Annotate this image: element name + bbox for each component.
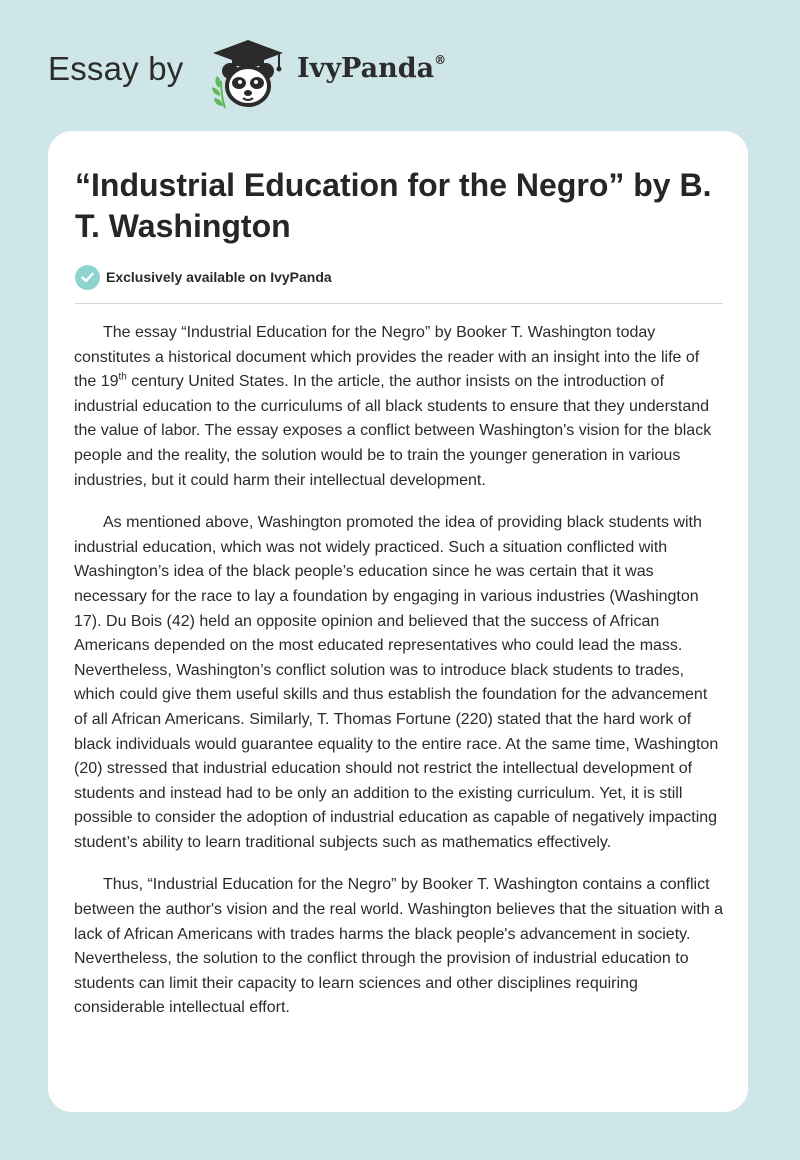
trademark-symbol: ® xyxy=(434,53,447,67)
exclusive-badge xyxy=(75,264,332,290)
panda-logo-icon xyxy=(203,36,293,112)
brand-name: IvyPanda® xyxy=(297,53,447,84)
essay-by-label: Essay by xyxy=(48,50,184,87)
check-icon xyxy=(75,265,100,290)
essay-title: “Industrial Education for the Negro” by B. T. Washington xyxy=(75,167,712,244)
essay-card xyxy=(48,131,748,1112)
ivypanda-logo[interactable] xyxy=(203,36,503,112)
divider xyxy=(75,303,723,304)
paragraph-3: Thus, “Industrial Education for the Negro” by Booker T. Washington contains a conflict between the author's vision and the real world. Washington believes that the situation with a lack of African Americans with trades harms the black people's advancement in society. Nevertheless, the solution to the conflict through the provision of industrial education to students can limit their capacity to learn sciences and other disciplines requiring considerable intellectual effort. xyxy=(74,876,724,1017)
paragraph-1: The essay “Industrial Education for the Negro” by Booker T. Washington today constitutes a historical document which provides the reader with an insight into the life of the 19th century United States. In the article, the author insists on the introduction of industrial education to the curriculums of all black students to ensure that they understand the value of labor. The essay exposes a conflict between Washington's vision for the black people and the reality, the solution would be to train the younger generation in various industries, but it could harm their intellectual development. xyxy=(74,324,712,489)
exclusive-label: Exclusively available on IvyPanda xyxy=(106,269,332,285)
site-header xyxy=(48,36,508,112)
essay-body xyxy=(74,321,724,1039)
paragraph-2: As mentioned above, Washington promoted the idea of providing black students with industrial education, which was not widely practiced. Such a situation conflicted with Washington’s idea of the black people’s education since he was certain that it was necessary for the race to lay a foundation by engaging in various industries (Washington 17). Du Bois (42) held an opposite opinion and believed that the success of African Americans depended on the most educated representatives who could lead the mass. Nevertheless, Washington’s conflict solution was to introduce black students to trades, which could give them useful skills and thus establish the foundation for the advancement of all African Americans. Similarly, T. Thomas Fortune (220) stated that the hard work of black individuals would guarantee equality to the entire race. At the same time, Washington (20) stressed that industrial education should not restrict the intellectual development of students and instead had to be only an addition to the existing curriculum. Yet, it is still possible to consider the adoption of industrial education as capable of negatively impacting student’s ability to learn traditional subjects such as mathematics effectively. xyxy=(74,514,719,851)
